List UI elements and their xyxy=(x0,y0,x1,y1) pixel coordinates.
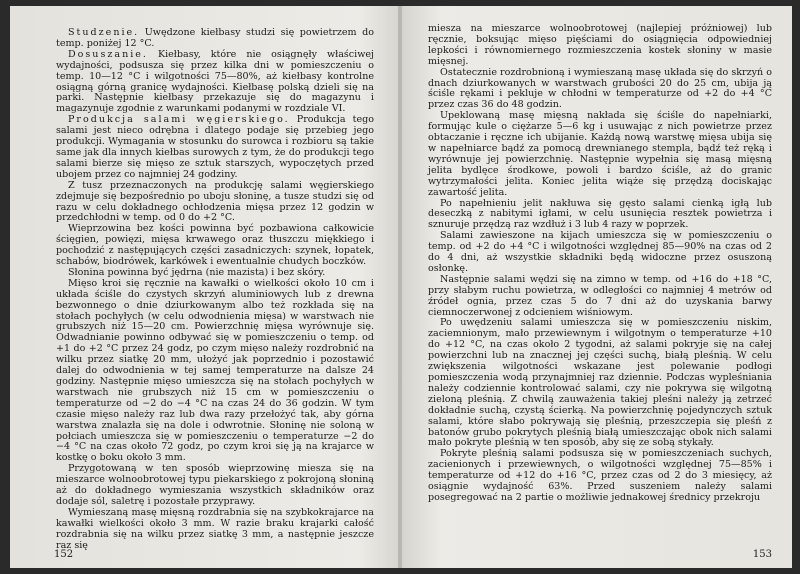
paragraph xyxy=(56,224,374,268)
left-page-text xyxy=(56,28,374,552)
paragraph xyxy=(56,181,374,225)
right-page-text xyxy=(428,24,772,504)
paragraph xyxy=(56,279,374,464)
paragraph-text: Wieprzowina bez kości powinna być pozbawiona całkowicie ścięgien, powięzi, mięsa krwawego oraz tłuszczu miękkiego i pochodzić z następujących części zasadniczych: szynek, łopatek, schabów, biodrówek, karkówek i ewentualnie chudych boczków. xyxy=(56,223,374,268)
paragraph-text: Przygotowaną w ten sposób wieprzowinę miesza się na mieszarce wolnoobrotowej typu piekarskiego z pokrojoną słoniną aż do dokładnego wymieszania wszystkich składników oraz dodaje sól, saletrę i pozostałe przyprawy. xyxy=(56,463,374,507)
paragraph: miesza na mieszarce wolnoobrotowej (najlepiej próżniowej) lub ręcznie, boksując mięso pięściami do osiągnięcia odpowiedniej lepkości i równomiernego rozmieszczenia kostek słoniny w masie mięsnej. xyxy=(428,23,772,67)
right-page xyxy=(402,6,792,568)
paragraph: Upeklowaną masę mięsną nakłada się ściśle do napełniarki, formując kule o ciężarze 5—6 kg i usuwając z nich powietrze przez obtaczanie i ręczne ich ubijanie. Każdą nową warstwę mięsa ubija się w napełniarce bądź za pomocą drewnianego stempla, bądź też ręką i wyrównuje jej powierzchnię. Następnie wypełnia się masą mięsną jelita bydlęce środkowe, powoli i bardzo ściśle, aż do granic wytrzymałości jelita. Koniec jelita wiąże się przędzą dociskając zawartość jelita. xyxy=(428,110,772,198)
paragraph-heading: Dosuszanie. xyxy=(68,48,148,60)
paragraph-text: Wymieszaną masę mięsną rozdrabnia się na szybkokrajarce na kawałki wielkości około 3 mm. W razie braku krajarki całość rozdrabnia się na wilku przez siatkę 3 mm, a następnie jeszcze raz się xyxy=(56,506,374,551)
paragraph xyxy=(56,50,374,115)
page-number: 153 xyxy=(752,549,772,560)
paragraph: Następnie salami wędzi się na zimno w temp. od +16 do +18 °C, przy słabym ruchu powietrza, w odległości co najmniej 4 metrów od źródeł ognia, przez czas 5 do 7 dni aż do uzyskania barwy ciemnoczerwonej z odcieniem wiśniowym. xyxy=(428,273,772,318)
paragraph-text: Słonina powinna być jędrna (nie mazista) i bez skóry. xyxy=(68,266,326,278)
paragraph-text: Uwędzone kiełbasy studzi się powietrzem do temp. poniżej 12 °C. xyxy=(56,27,374,49)
paragraph: Salami zawieszone na kijach umieszcza się w pomieszczeniu o temp. od +2 do +4 °C i wilgotności względnej 85—90% na czas od 2 do 4 dni, aż wszystkie składniki będą widoczne przez osuszoną osłonkę. xyxy=(428,230,772,274)
paragraph: Pokryte pleśnią salami podsusza się w pomieszczeniach suchych, zacienionych i przewiewnych, o wilgotności względnej 75—85% i temperaturze od +12 do +16 °C, przez czas od 2 do 3 miesięcy, aż osiągnie wydajność 63%. Przed suszeniem należy salami posegregować na 2 partie o możliwie jednakowej średnicy przekroju xyxy=(428,448,772,503)
paragraph-text: Z tusz przeznaczonych na produkcję salami węgierskiego zdejmuje się bezpośrednio po uboju słoninę, a tusze studzi się od razu w celu dokładnego ochłodzenia mięsa przez 12 godzin w przedchłodni w temp. od 0 do +2 °C. xyxy=(56,179,374,224)
paragraph-heading: Studzenie. xyxy=(68,27,140,38)
paragraph xyxy=(56,28,374,50)
paragraph-text: Kiełbasy, które nie osiągnęły właściwej wydajności, podsusza się przez kilka dni w pomieszczeniu o temp. 10—12 °C i wilgotności 75—80%, aż kiełbasy kontrolne osiągną górną granicę wydajności. Kiełbasę polską dzieli się na parki. Następnie kiełbasy przekazuje się do magazynu i magazynuje zgodnie z warunkami podanymi w rozdziale VI. xyxy=(56,48,374,115)
paragraph-text: Produkcja tego salami jest nieco odrębna i dlatego podaje się przebieg jego produkcji. Wymagania w stosunku do surowca i rozbioru są takie same jak dla innych kiełbas surowych z tym, że do produkcji tego salami bierze się mięso ze sztuk starszych, wypoczętych przed ubojem przez co najmniej 24 godziny. xyxy=(56,114,374,180)
paragraph: Ostatecznie rozdrobnioną i wymieszaną masę układa się do skrzyń o dnach dziurkowanych w warstwach grubości 20 do 25 cm, ubija ją ściśle rękami i pekluje w chłodni w temperaturze od +2 do +4 °C przez czas 36 do 48 godzin. xyxy=(428,66,772,111)
paragraph xyxy=(56,464,374,508)
paragraph-heading: Produkcja salami węgierskiego. xyxy=(68,114,290,126)
paragraph: Po uwędzeniu salami umieszcza się w pomieszczeniu niskim, zaciemnionym, mało przewiewnym i wilgotnym o temperaturze +10 do +12 °C, na czas około 2 tygodni, aż salami pokryje się na całej powierzchni lub na znacznej jej części suchą, białą pleśnią. W celu zwiększenia wilgotności wskazane jest polewanie podłogi pomieszczenia wodą przynajmniej raz dziennie. Podczas wypleśniania należy codziennie kontrolować salami, czy nie pokrywa się wilgotną zieloną pleśnią. Z chwilą zauważenia takiej pleśni należy ją zetrzeć dokładnie suchą, czystą ścierką. Na powierzchnię pojedynczych sztuk salami, które słabo pokrywają się pleśnią, przeszczepia się pleśń z batonów grubo pokrytych pleśnią białą umieszczając obok nich salami mało pokryte pleśnią w ten sposób, aby się ze sobą stykały. xyxy=(428,317,772,449)
paragraph-text: Mięso kroi się ręcznie na kawałki o wielkości około 10 cm i układa ściśle do czystych skrzyń aluminiowych lub z drewna bezwonnego o dnie dziurkowanym albo też rozkłada się na stołach pochyłych (w celu odwodnienia mięsa) w warstwach nie grubszych niż 15—20 cm. Powierzchnię mięsa wyrównuje się. Odwadnianie powinno odbywać się w pomieszczeniu o temp. od +1 do +2 °C przez 24 godz, po czym mięso należy rozdrobnić na wilku przez siatkę 20 mm, ułożyć jak poprzednio i pozostawić dalej do odwodnienia w tej samej temperaturze na dalsze 24 godziny. Następnie mięso umieszcza się na stołach pochyłych w warstwach nie grubszych niż 15 cm w pomieszczeniu o temperaturze od −2 do −4 °C na czas 24 do 36 godzin. W tym czasie mięso należy raz lub dwa razy przełożyć tak, aby górna warstwa znalazła się na dole i odwrotnie. Słoninę nie soloną w połciach umieszcza się w pomieszczeniu o temperaturze −2 do −4 °C na czas około 72 godz, po czym kroi się ją na krajarce w kostkę o boku około 3 mm. xyxy=(56,277,374,464)
paragraph xyxy=(56,115,374,180)
page-number: 152 xyxy=(54,549,74,560)
left-page xyxy=(10,6,398,568)
paragraph: Po napełnieniu jelit nakłuwa się gęsto salami cienką igłą lub deseczką z nabitymi igłami, w celu usunięcia resztek powietrza i sznuruje przędzą raz wzdłuż i 3 lub 4 razy w poprzek. xyxy=(428,197,772,231)
paragraph xyxy=(56,508,374,552)
